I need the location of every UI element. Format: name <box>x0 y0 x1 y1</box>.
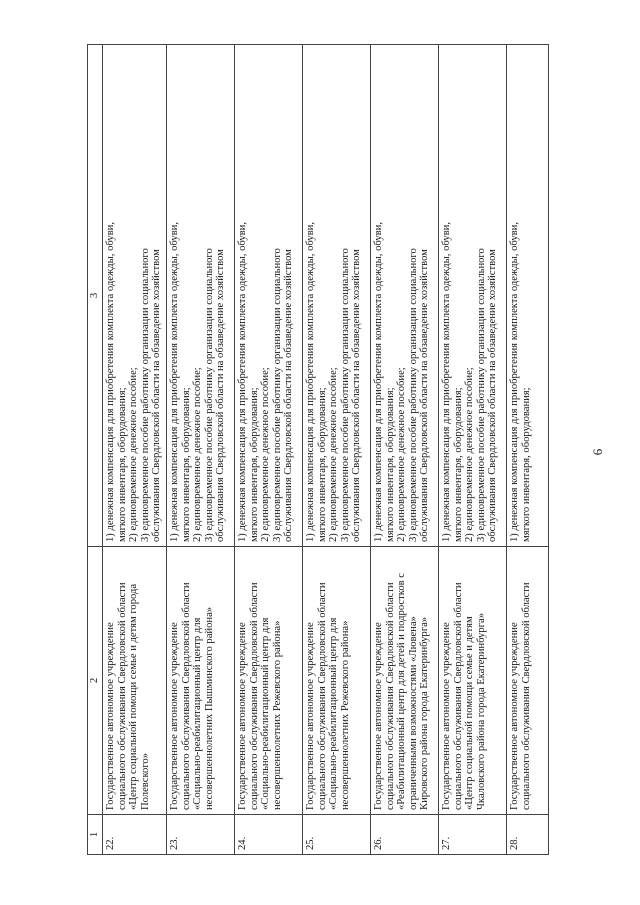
row-number: 22. <box>103 815 167 855</box>
benefit-line: мягкого инвентаря, оборудования; <box>316 387 328 542</box>
benefit-line: 1) денежная компенсация для приобретения комплекта одежды, обуви, <box>105 222 116 542</box>
organization-name-line: социального обслуживания Свердловской области <box>520 582 532 810</box>
organization-name-line: социального обслуживания Свердловской области <box>452 582 464 810</box>
organization-name-line: несовершеннолетних Режевского района» <box>339 620 351 810</box>
benefit-line: обслуживания Свердловской области на обзаведение хозяйством <box>351 249 363 542</box>
benefit-line: 2) единовременное денежное пособие; <box>464 367 476 542</box>
row-number: 26. <box>371 815 439 855</box>
organization-name-line: Государственное автономное учреждение <box>237 622 248 810</box>
organization-name-line: Чкаловского района города Екатеринбурга» <box>475 613 487 810</box>
table-row <box>167 45 235 855</box>
benefits-list <box>167 45 235 547</box>
organization-name-line: Государственное автономное учреждение <box>441 622 452 810</box>
organization-name-line: социального обслуживания Свердловской области <box>116 582 128 810</box>
benefits-table <box>87 44 549 855</box>
benefit-line: 2) единовременное денежное пособие; <box>192 367 204 542</box>
row-number: 23. <box>167 815 235 855</box>
organization-name <box>507 547 549 815</box>
benefit-line: обслуживания Свердловской области на обзаведение хозяйством <box>151 249 163 542</box>
benefits-list <box>507 45 549 547</box>
organization-name-line: Государственное автономное учреждение <box>105 622 116 810</box>
row-number: 25. <box>303 815 371 855</box>
benefit-line: 2) единовременное денежное пособие; <box>328 367 340 542</box>
benefit-line: мягкого инвентаря, оборудования; <box>248 387 260 542</box>
organization-name-line: социального обслуживания Свердловской области <box>180 582 192 810</box>
organization-name-line: «Социально-реабилитационный центр для <box>192 617 204 810</box>
benefit-line: мягкого инвентаря, оборудования; <box>180 387 192 542</box>
benefit-line: 3) единовременное пособие работнику организации социального <box>271 248 283 542</box>
benefit-line: 2) единовременное денежное пособие; <box>260 367 272 542</box>
organization-name-line: ограниченными возможностями «Лювена» <box>407 616 419 810</box>
organization-name <box>303 547 371 815</box>
benefit-line: обслуживания Свердловской области на обзаведение хозяйством <box>487 249 499 542</box>
benefit-line: 3) единовременное пособие работнику организации социального <box>203 248 215 542</box>
benefits-list <box>439 45 507 547</box>
benefit-line: обслуживания Свердловской области на обзаведение хозяйством <box>419 249 431 542</box>
organization-name <box>439 547 507 815</box>
benefit-line: мягкого инвентаря, оборудования; <box>384 387 396 542</box>
table-row <box>235 45 303 855</box>
organization-name-line: социального обслуживания Свердловской области <box>316 582 328 810</box>
organization-name-line: «Центр социальной помощи семье и детям города <box>128 583 140 810</box>
organization-name <box>103 547 167 815</box>
organization-name <box>167 547 235 815</box>
table-row <box>439 45 507 855</box>
benefits-list <box>303 45 371 547</box>
benefits-list <box>103 45 167 547</box>
organization-name-line: несовершеннолетних Режевского района» <box>271 620 283 810</box>
benefit-line: мягкого инвентаря, оборудования; <box>452 387 464 542</box>
benefit-line: 1) денежная компенсация для приобретения комплекта одежды, обуви, <box>237 222 248 542</box>
row-number: 28. <box>507 815 549 855</box>
benefit-line: 1) денежная компенсация для приобретения комплекта одежды, обуви, <box>169 222 180 542</box>
organization-name-line: «Центр социальной помощи семье и детям <box>464 616 476 810</box>
benefit-line: обслуживания Свердловской области на обзаведение хозяйством <box>215 249 227 542</box>
benefit-line: мягкого инвентаря, оборудования; <box>116 387 128 542</box>
organization-name-line: Государственное автономное учреждение <box>373 622 384 810</box>
benefit-line: 3) единовременное пособие работнику организации социального <box>475 248 487 542</box>
column-header-organization: 2 <box>88 547 103 815</box>
benefit-line: 1) денежная компенсация для приобретения комплекта одежды, обуви, <box>373 222 384 542</box>
organization-name <box>235 547 303 815</box>
organization-name-line: Государственное автономное учреждение <box>509 622 520 810</box>
benefit-line: 3) единовременное пособие работнику организации социального <box>339 248 351 542</box>
table-row <box>303 45 371 855</box>
benefit-line: 3) единовременное пособие работнику организации социального <box>407 248 419 542</box>
organization-name-line: социального обслуживания Свердловской области <box>384 582 396 810</box>
organization-name-line: «Социально-реабилитационный центр для <box>260 617 272 810</box>
organization-name-line: «Реабилитационный центр для детей и подростков с <box>396 573 408 810</box>
table-row <box>371 45 439 855</box>
benefit-line: обслуживания Свердловской области на обзаведение хозяйством <box>283 249 295 542</box>
table-header-row <box>88 45 103 855</box>
organization-name-line: Кировского района города Екатеринбурга» <box>419 616 431 810</box>
benefit-line: 2) единовременное денежное пособие; <box>396 367 408 542</box>
organization-name-line: «Социально-реабилитационный центр для <box>328 617 340 810</box>
table-row <box>103 45 167 855</box>
benefits-list <box>235 45 303 547</box>
page-number: 6 <box>590 448 605 456</box>
document-sheet <box>87 45 575 855</box>
benefit-line: 1) денежная компенсация для приобретения комплекта одежды, обуви, <box>441 222 452 542</box>
table-row <box>507 45 549 855</box>
benefit-line: 2) единовременное денежное пособие; <box>128 367 140 542</box>
organization-name-line: Полевского» <box>139 752 151 810</box>
benefit-line: 3) единовременное пособие работнику организации социального <box>139 248 151 542</box>
row-number: 27. <box>439 815 507 855</box>
column-header-number: 1 <box>88 815 103 855</box>
organization-name <box>371 547 439 815</box>
column-header-benefits: 3 <box>88 45 103 547</box>
benefits-list <box>371 45 439 547</box>
benefit-line: 1) денежная компенсация для приобретения комплекта одежды, обуви, <box>509 222 520 542</box>
organization-name-line: социального обслуживания Свердловской области <box>248 582 260 810</box>
benefit-line: мягкого инвентаря, оборудования; <box>520 387 532 542</box>
benefit-line: 1) денежная компенсация для приобретения комплекта одежды, обуви, <box>305 222 316 542</box>
organization-name-line: Государственное автономное учреждение <box>169 622 180 810</box>
organization-name-line: Государственное автономное учреждение <box>305 622 316 810</box>
row-number: 24. <box>235 815 303 855</box>
organization-name-line: несовершеннолетних Пышминского района» <box>203 606 215 810</box>
